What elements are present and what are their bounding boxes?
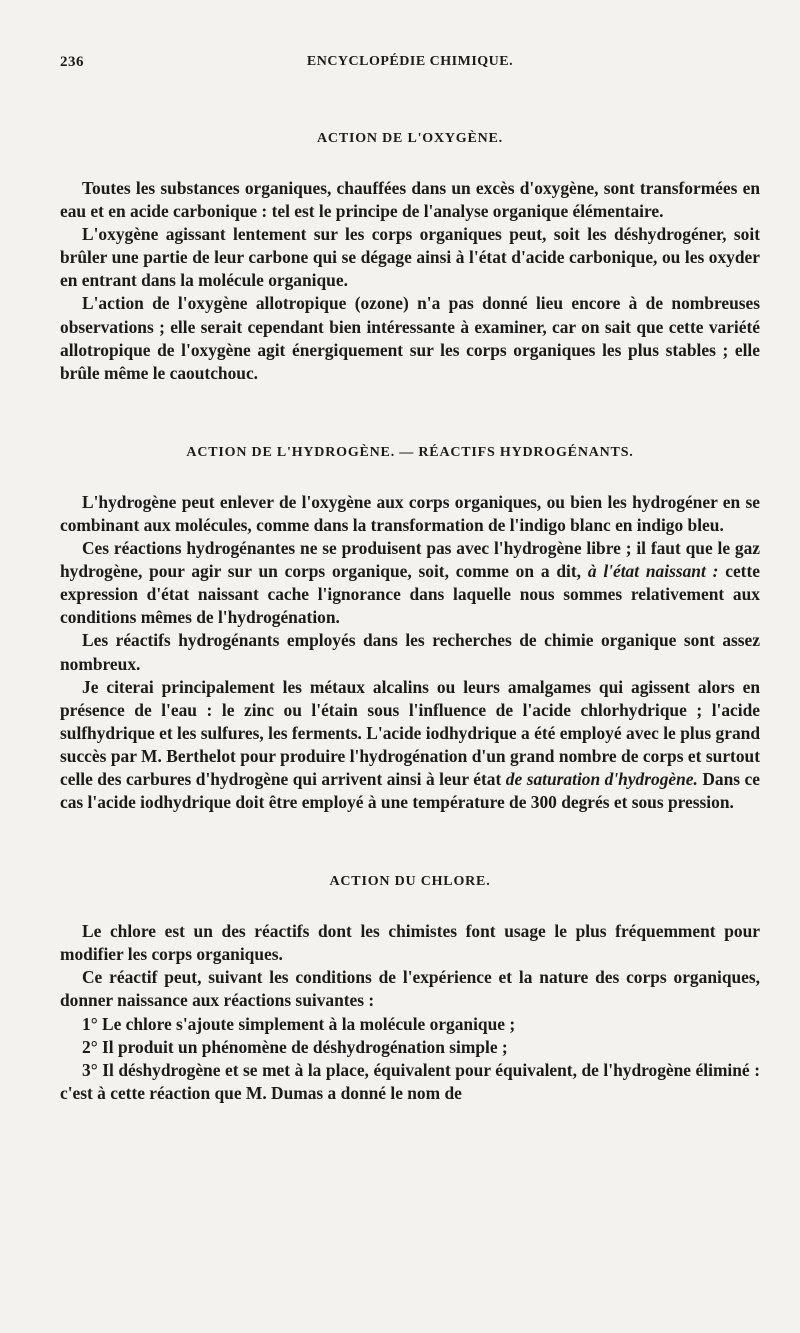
paragraph: L'oxygène agissant lentement sur les corps organiques peut, soit les déshydrogéner, soit brûler une partie de leur carbone qui se dégage ainsi à l'état d'acide carbonique, ou les oxyder en entrant dans la molécule organique. <box>60 224 760 291</box>
paragraph: Les réactifs hydrogénants employés dans les recherches de chimie organique sont assez nombreux. <box>60 630 760 674</box>
paragraph: L'action de l'oxygène allotropique (ozone) n'a pas donné lieu encore à de nombreuses observations ; elle serait cependant bien intéressante à examiner, car on sait que cette variété allotropique de l'oxygène agit énergiquement sur les corps organiques les plus stables ; elle brûle même le caoutchouc. <box>60 293 760 383</box>
journal-title: ENCYCLOPÉDIE CHIMIQUE. <box>306 54 514 69</box>
paragraph: Le chlore est un des réactifs dont les chimistes font usage le plus fréquemment pour modifier les corps organiques. <box>60 921 760 965</box>
paragraph-saturation <box>60 676 760 815</box>
paragraph: Ce réactif peut, suivant les conditions de l'expérience et la nature des corps organiques, donner naissance aux réactions suivantes : <box>60 967 760 1011</box>
section-title-chlore: ACTION DU CHLORE. <box>329 874 491 890</box>
text-run: cette expression d'état naissant cache l'ignorance dans laquelle nous sommes relativement aux conditions mêmes de l'hydrogénation. <box>60 561 760 628</box>
section-title-hydrogene: ACTION DE L'HYDROGÈNE. — RÉACTIFS HYDROGÉNANTS. <box>186 444 634 460</box>
italic-text: de saturation d'hydrogène. <box>505 768 698 789</box>
section-title-oxygene: ACTION DE L'OXYGÈNE. <box>317 131 503 146</box>
list-item: 2° Il produit un phénomène de déshydrogénation simple ; <box>82 1036 508 1057</box>
section-body-oxygene <box>60 177 760 385</box>
section-body-chlore <box>60 920 760 1105</box>
text-run: Dans ce cas l'acide iodhydrique doit être employé à une température de 300 degrés et sous pression. <box>60 768 760 813</box>
list-item: 1° Le chlore s'ajoute simplement à la molécule organique ; <box>82 1013 516 1034</box>
page-number: 236 <box>60 54 84 70</box>
paragraph: Toutes les substances organiques, chauffées dans un excès d'oxygène, sont transformées en eau et en acide carbonique : tel est le principe de l'analyse organique élémentaire. <box>60 178 760 222</box>
section-body-hydrogene <box>60 491 760 814</box>
running-head <box>60 50 760 74</box>
list-item: 3° Il déshydrogène et se met à la place, équivalent pour équivalent, de l'hydrogène éliminé : c'est à cette réaction que M. Dumas a donné le nom de <box>60 1059 760 1103</box>
paragraph: L'hydrogène peut enlever de l'oxygène aux corps organiques, ou bien les hydrogéner en se combinant aux molécules, comme dans la transformation de l'indigo blanc en indigo bleu. <box>60 491 760 535</box>
text-run: Ces réactions hydrogénantes ne se produisent pas avec l'hydrogène libre ; il faut que le gaz hydrogène, pour agir sur un corps organique, soit, comme on a dit, <box>60 538 760 582</box>
text-run: Je citerai principalement les métaux alcalins ou leurs amalgames qui agissent alors en présence de l'eau : le zinc ou l'étain sous l'influence de l'acide chlorhydrique ; l'acide sulfhydrique et les sulfures, les ferments. L'acide iodhydrique a été employé avec le plus grand succès par M. Berthelot pour produire l'hydrogénation d'un grand nombre de corps et surtout celle des carbures d'hydrogène qui arrivent ainsi à leur état <box>60 676 760 789</box>
paragraph-etat-naissant <box>60 537 760 629</box>
document-page <box>60 50 760 1320</box>
italic-text: à l'état naissant : <box>587 561 719 582</box>
